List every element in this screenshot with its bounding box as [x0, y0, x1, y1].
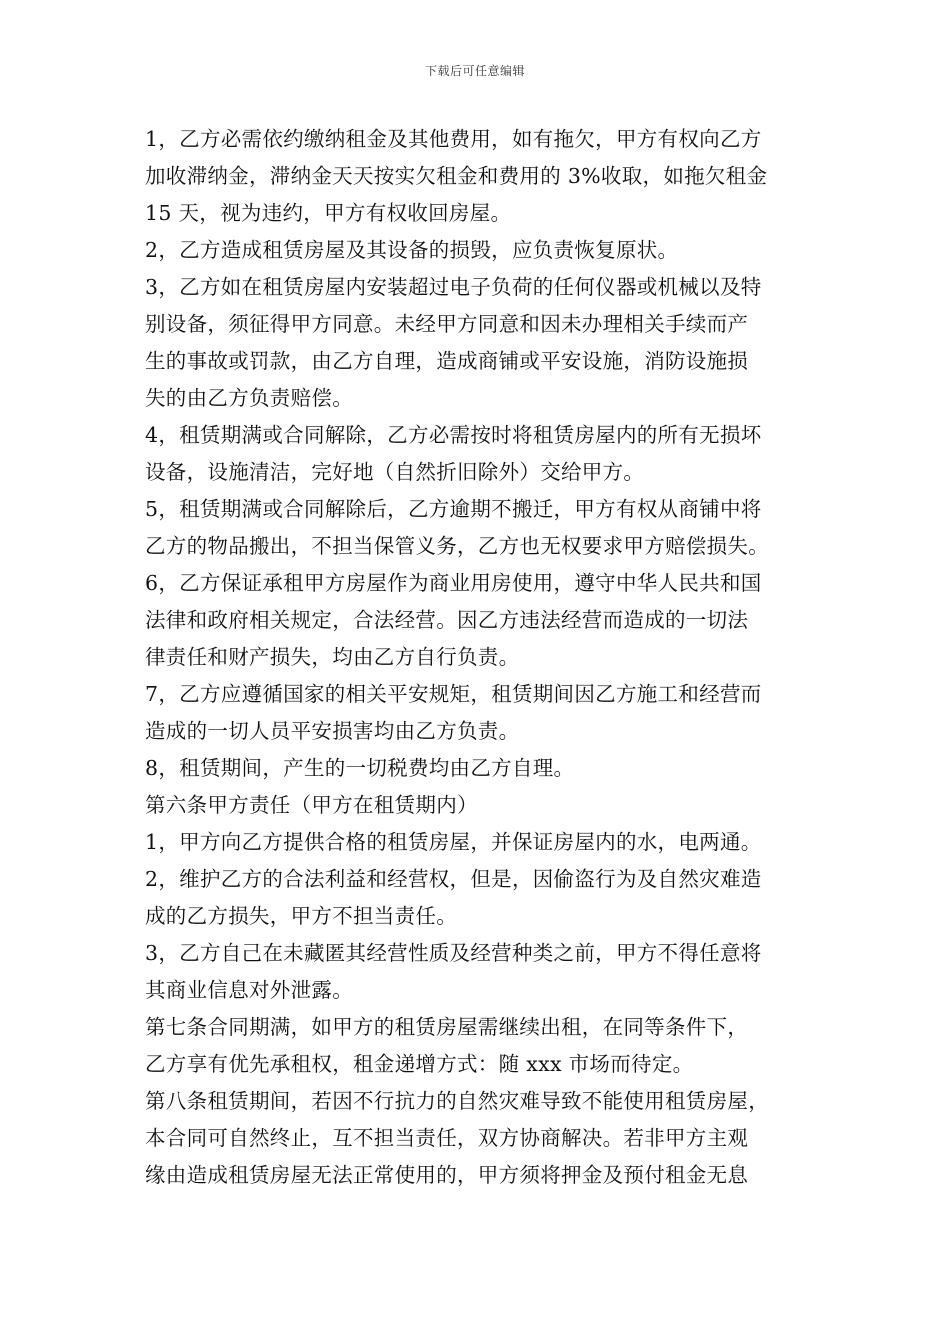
- text-line: 3，乙方自己在未藏匿其经营性质及经营种类之前，甲方不得任意将: [145, 941, 762, 965]
- text-line: 乙方的物品搬出，不担当保管义务，乙方也无权要求甲方赔偿损失。: [145, 534, 769, 558]
- text-line: 4，租赁期满或合同解除，乙方必需按时将租赁房屋内的所有无损坏: [145, 423, 762, 447]
- text-line: 乙方享有优先承租权，租金递增方式：随 xxx 市场而待定。: [145, 1052, 694, 1076]
- document-body: [145, 121, 813, 1194]
- text-line: 其商业信息对外泄露。: [145, 978, 353, 1002]
- text-line: 15 天，视为违约，甲方有权收回房屋。: [145, 201, 512, 225]
- text-line: 缘由造成租赁房屋无法正常使用的，甲方须将押金及预付租金无息: [145, 1163, 749, 1187]
- text-line: 本合同可自然终止，互不担当责任，双方协商解决。若非甲方主观: [145, 1126, 749, 1150]
- text-line: 加收滞纳金，滞纳金天天按实欠租金和费用的 3%收取，如拖欠租金: [145, 164, 768, 188]
- section-heading: 第六条甲方责任（甲方在租赁期内）: [145, 793, 478, 817]
- text-line: 别设备，须征得甲方同意。未经甲方同意和因未办理相关手续而产: [145, 312, 749, 336]
- text-line: 失的由乙方负责赔偿。: [145, 386, 353, 410]
- page-header: 下载后可任意编辑: [424, 64, 525, 78]
- text-line: 生的事故或罚款，由乙方自理，造成商铺或平安设施，消防设施损: [145, 349, 749, 373]
- text-line: 1，乙方必需依约缴纳租金及其他费用，如有拖欠，甲方有权向乙方: [145, 127, 762, 151]
- text-line: 3，乙方如在租赁房屋内安装超过电子负荷的任何仪器或机械以及特: [145, 275, 762, 299]
- text-line: 造成的一切人员平安损害均由乙方负责。: [145, 719, 520, 743]
- section-heading: 第八条租赁期间，若因不行抗力的自然灾难导致不能使用租赁房屋，: [145, 1089, 769, 1113]
- text-line: 2，维护乙方的合法利益和经营权，但是，因偷盗行为及自然灾难造: [145, 867, 762, 891]
- text-line: 1，甲方向乙方提供合格的租赁房屋，并保证房屋内的水，电两通。: [145, 830, 762, 854]
- text-line: 8，租赁期间，产生的一切税费均由乙方自理。: [145, 756, 575, 780]
- text-line: 设备，设施清洁，完好地（自然折旧除外）交给甲方。: [145, 460, 645, 484]
- text-line: 成的乙方损失，甲方不担当责任。: [145, 904, 457, 928]
- section-heading: 第七条合同期满，如甲方的租赁房屋需继续出租，在同等条件下，: [145, 1015, 749, 1039]
- text-line: 法律和政府相关规定，合法经营。因乙方违法经营而造成的一切法: [145, 608, 749, 632]
- text-line: 7，乙方应遵循国家的相关平安规矩，租赁期间因乙方施工和经营而: [145, 682, 762, 706]
- text-line: 6，乙方保证承租甲方房屋作为商业用房使用，遵守中华人民共和国: [145, 571, 762, 595]
- text-line: 2，乙方造成租赁房屋及其设备的损毁，应负责恢复原状。: [145, 238, 679, 262]
- text-line: 5，租赁期满或合同解除后，乙方逾期不搬迁，甲方有权从商铺中将: [145, 497, 762, 521]
- text-line: 律责任和财产损失，均由乙方自行负责。: [145, 645, 520, 669]
